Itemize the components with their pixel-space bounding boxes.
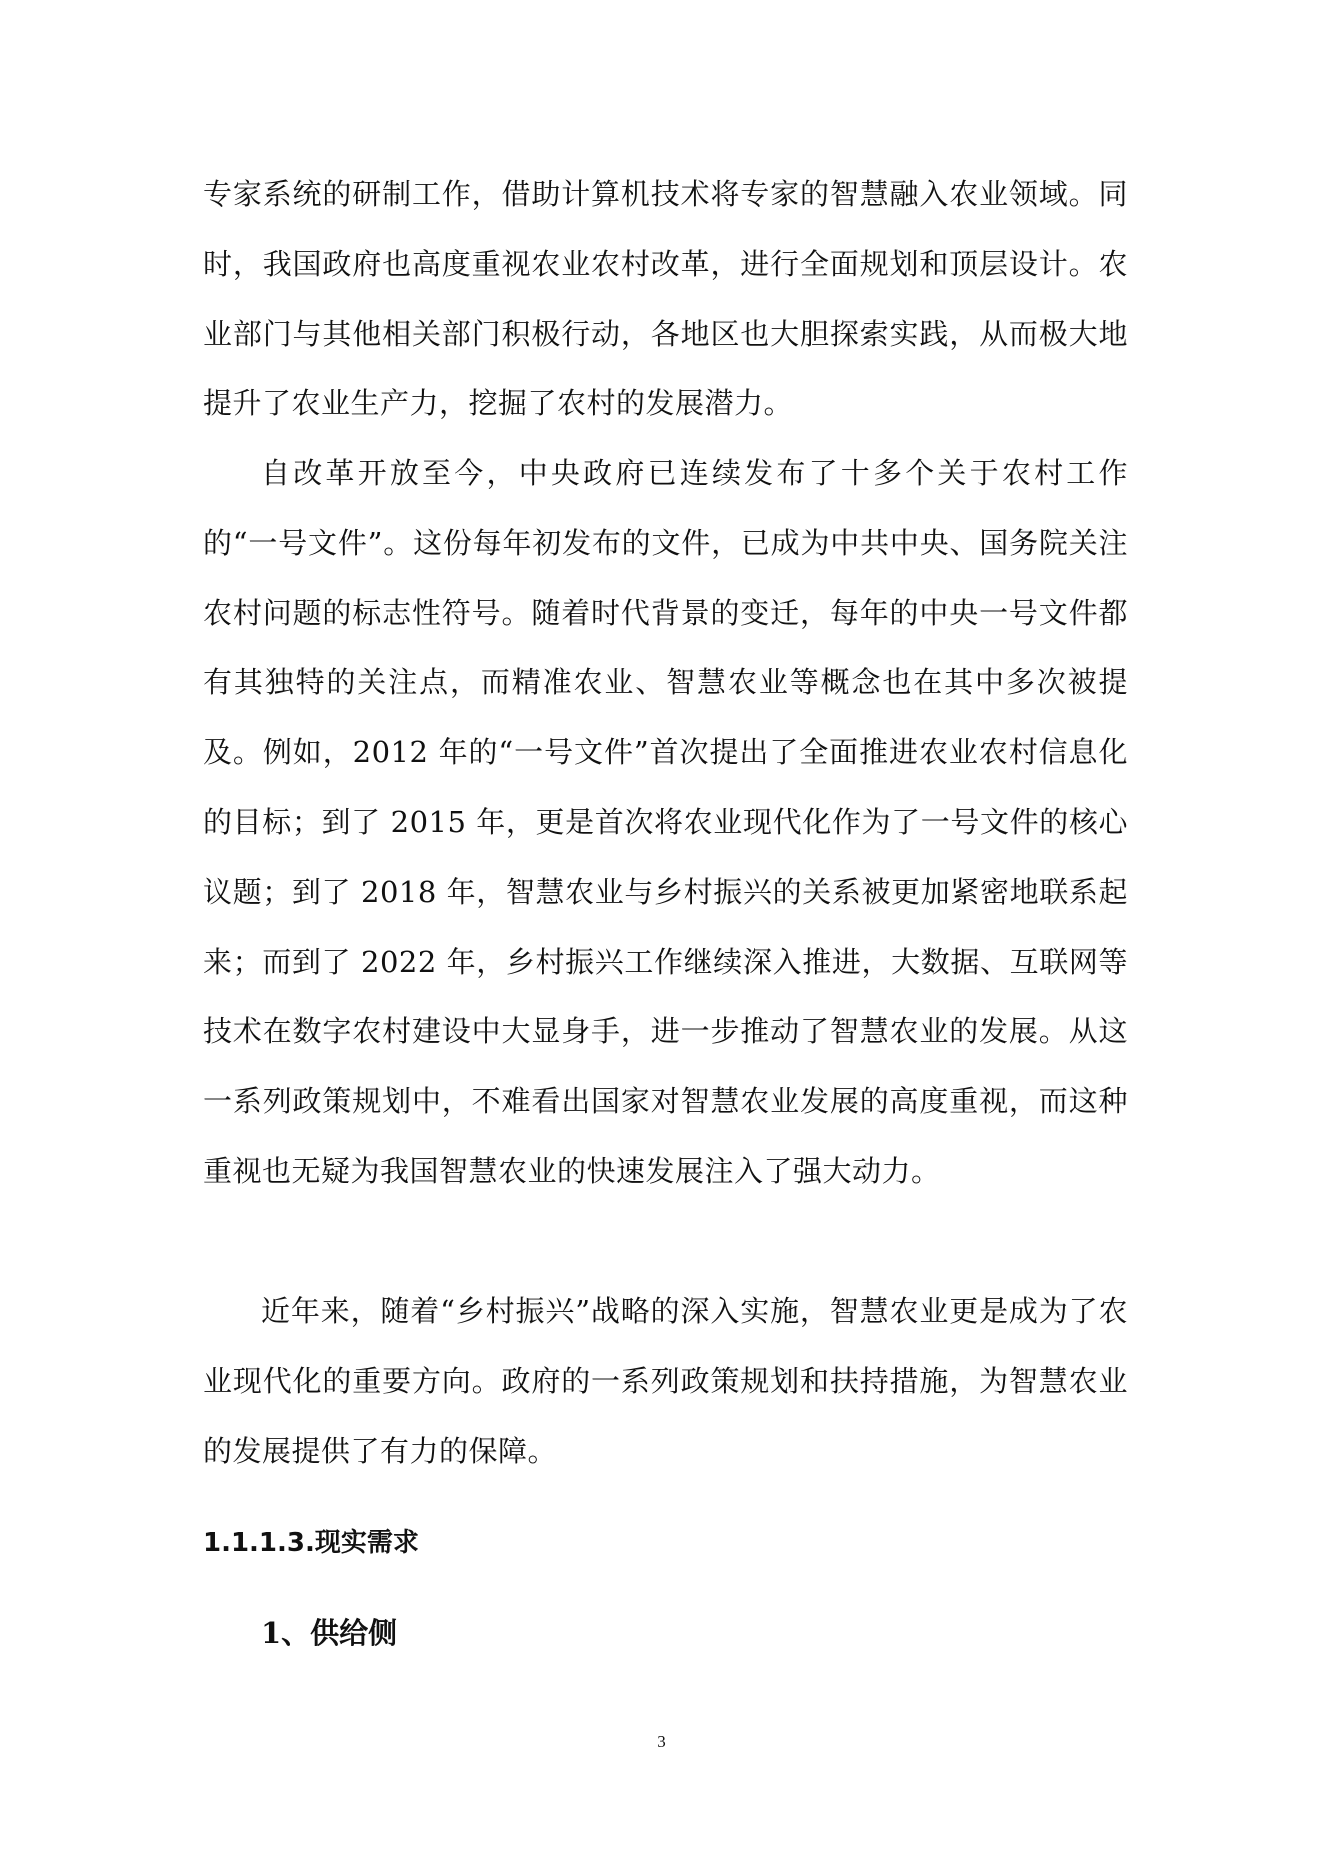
- subheading: 1、供给侧: [261, 1616, 398, 1650]
- paragraph-3: 近年来，随着“乡村振兴”战略的深入实施，智慧农业更是成为了农业现代化的重要方向。政府的一系列政策规划和扶持措施，为智慧农业的发展提供了有力的保障。: [203, 1294, 1128, 1468]
- paragraph-1: 专家系统的研制工作，借助计算机技术将专家的智慧融入农业领域。同时，我国政府也高度重视农业农村改革，进行全面规划和顶层设计。农业部门与其他相关部门积极行动，各地区也大胆探索实践，从而极大地提升了农业生产力，挖掘了农村的发展潜力。: [203, 177, 1128, 421]
- section-heading: 1.1.1.3.现实需求: [203, 1528, 419, 1558]
- paragraph-2: 自改革开放至今，中央政府已连续发布了十多个关于农村工作的“一号文件”。这份每年初发布的文件，已成为中共中央、国务院关注农村问题的标志性符号。随着时代背景的变迁，每年的中央一号文件都有其独特的关注点，而精准农业、智慧农业等概念也在其中多次被提及。例如，2012 年的“一号文件”首次提出了全面推进农业农村信息化的目标；到了 2015 年，更是首次将农业现代化作为了一号文件的核心议题；到了 2018 年，智慧农业与乡村振兴的关系被更加紧密地联系起来；而到了 2022 年，乡村振兴工作继续深入推进，大数据、互联网等技术在数字农村建设中大显身手，进一步推动了智慧农业的发展。从这一系列政策规划中，不难看出国家对智慧农业发展的高度重视，而这种重视也无疑为我国智慧农业的快速发展注入了强大动力。: [203, 456, 1128, 1188]
- page-number: 3: [657, 1732, 666, 1751]
